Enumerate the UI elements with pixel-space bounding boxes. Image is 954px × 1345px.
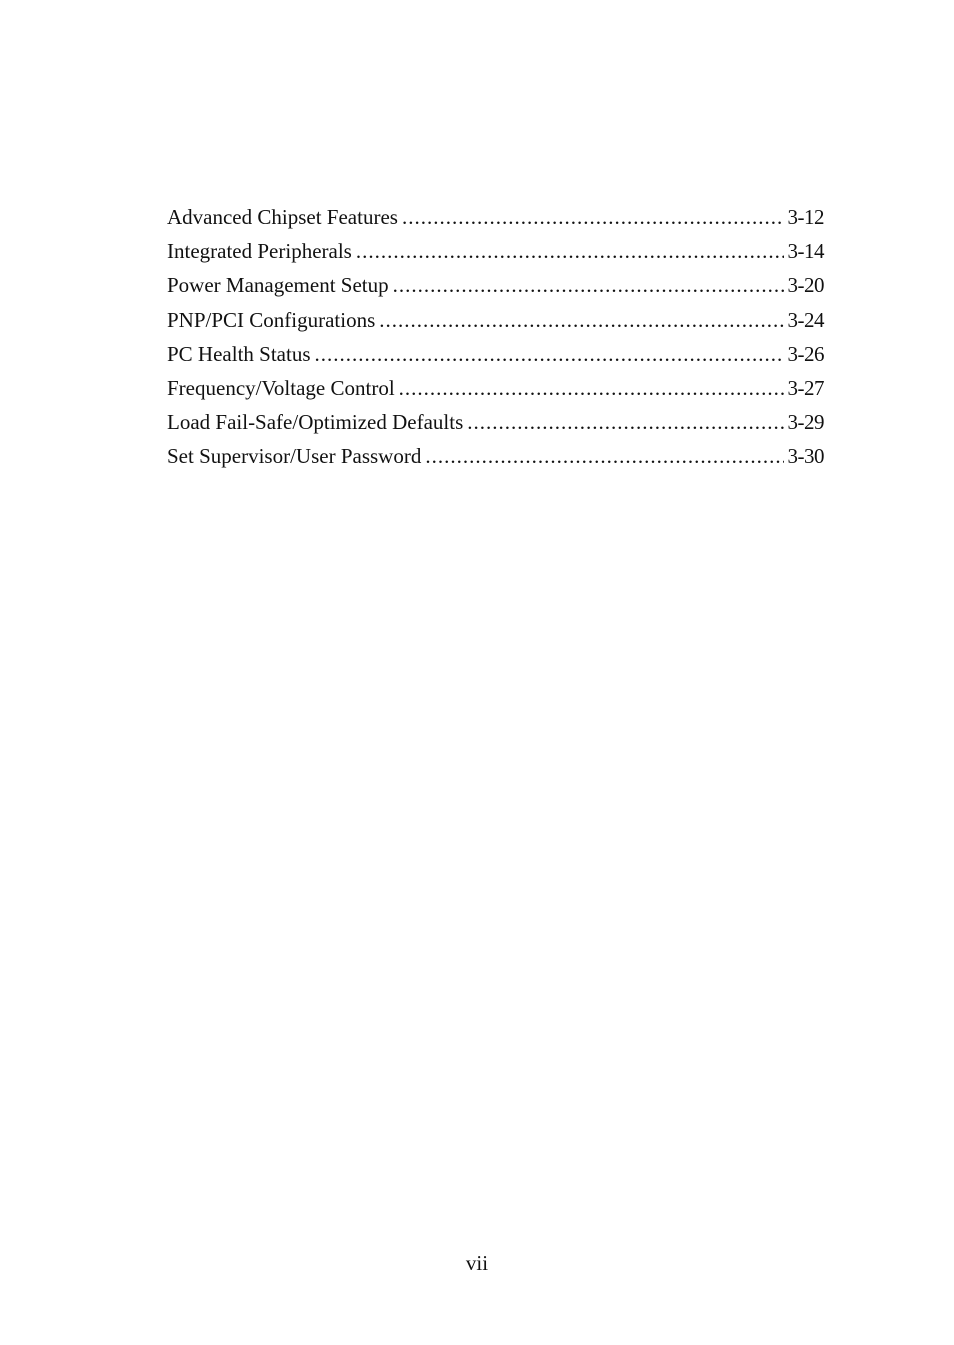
toc-entry-title: Advanced Chipset Features bbox=[167, 205, 398, 229]
toc-dot-leader bbox=[402, 200, 784, 234]
toc-entry-title: PNP/PCI Configurations bbox=[167, 307, 376, 332]
toc-entry-pc-health-status[interactable] bbox=[167, 337, 824, 371]
toc-entry-title: Set Supervisor/User Password bbox=[167, 444, 422, 469]
table-of-contents bbox=[167, 200, 824, 474]
toc-entry-page: 3-29 bbox=[787, 410, 824, 435]
toc-entry-power-management-setup[interactable] bbox=[167, 268, 824, 302]
toc-entry-advanced-chipset-features[interactable] bbox=[167, 200, 824, 234]
toc-entry-title: Load Fail-Safe/Optimized Defaults bbox=[167, 410, 464, 435]
toc-dot-leader bbox=[379, 303, 783, 337]
toc-dot-leader bbox=[315, 337, 784, 371]
toc-entry-page: 3-24 bbox=[787, 307, 824, 332]
toc-entry-title: Frequency/Voltage Control bbox=[167, 375, 395, 400]
toc-entry-load-fail-safe-optimized-defaults[interactable] bbox=[167, 405, 824, 439]
toc-entry-set-supervisor-user-password[interactable] bbox=[167, 439, 824, 473]
toc-entry-title: Integrated Peripherals bbox=[167, 239, 352, 264]
toc-entry-page: 3-12 bbox=[787, 205, 824, 229]
toc-entry-integrated-peripherals[interactable] bbox=[167, 234, 824, 268]
toc-entry-title: PC Health Status bbox=[167, 341, 311, 366]
toc-dot-leader bbox=[393, 268, 784, 302]
toc-entry-title: Power Management Setup bbox=[167, 273, 389, 298]
toc-entry-page: 3-27 bbox=[787, 375, 824, 400]
toc-dot-leader bbox=[399, 371, 784, 405]
toc-entry-page: 3-14 bbox=[787, 239, 824, 264]
page-number: vii bbox=[465, 1251, 489, 1275]
toc-dot-leader bbox=[467, 405, 783, 439]
toc-entry-page: 3-20 bbox=[787, 273, 824, 298]
toc-dot-leader bbox=[356, 234, 784, 268]
toc-entry-page: 3-30 bbox=[787, 444, 824, 469]
toc-entry-pnp-pci-configurations[interactable] bbox=[167, 303, 824, 337]
toc-dot-leader bbox=[425, 439, 783, 473]
toc-entry-frequency-voltage-control[interactable] bbox=[167, 371, 824, 405]
toc-entry-page: 3-26 bbox=[787, 341, 824, 366]
